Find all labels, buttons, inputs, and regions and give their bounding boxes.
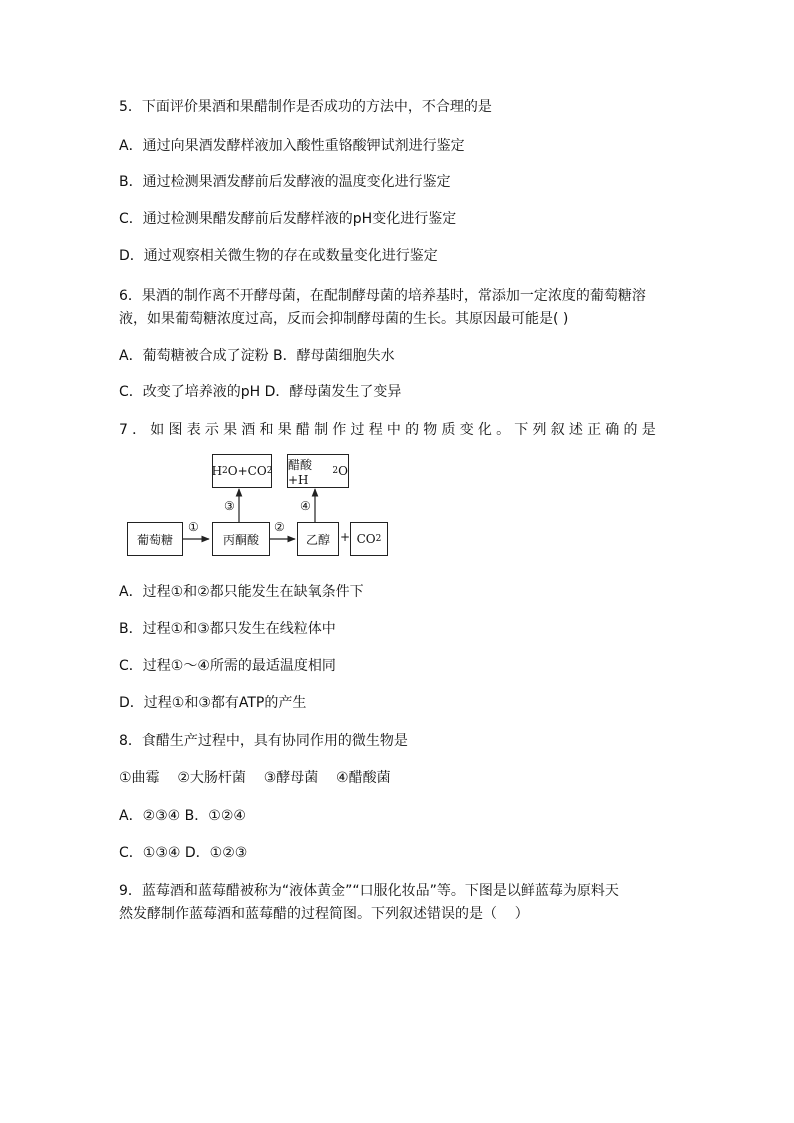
q9-stem-line1: 9．蓝莓酒和蓝莓醋被称为“液体黄金”“口服化妆品”等。下图是以鲜蓝莓为原料天 — [119, 883, 619, 899]
box-pyruvate: 丙酮酸 — [212, 522, 270, 556]
q7-option-d: D．过程①和③都有ATP的产生 — [119, 695, 307, 711]
q6-options-row1: A．葡萄糖被合成了淀粉 B．酵母菌细胞失水 — [119, 348, 395, 364]
q8-options-row2: C．①③④ D．①②③ — [119, 845, 248, 861]
box-glucose: 葡萄糖 — [127, 522, 183, 556]
q7-option-a: A．过程①和②都只能发生在缺氧条件下 — [119, 584, 364, 600]
q6-stem-line1: 6．果酒的制作离不开酵母菌，在配制酵母菌的培养基时，常添加一定浓度的葡萄糖溶 — [119, 288, 646, 304]
q5-stem: 5．下面评价果酒和果醋制作是否成功的方法中，不合理的是 — [119, 99, 492, 115]
q5-option-a: A．通过向果酒发酵样液加入酸性重铬酸钾试剂进行鉴定 — [119, 138, 465, 154]
label-step2: ② — [274, 520, 285, 534]
label-step4: ④ — [300, 499, 311, 513]
q8-stem: 8．食醋生产过程中，具有协同作用的微生物是 — [119, 733, 408, 749]
box-co2: CO 2 — [350, 522, 388, 556]
q7-option-c: C．过程①～④所需的最适温度相同 — [119, 658, 336, 674]
q5-option-d: D．通过观察相关微生物的存在或数量变化进行鉴定 — [119, 248, 438, 264]
box-acetic-acid-h2o: 醋酸+H 2 O — [287, 454, 349, 488]
q8-options-row1: A．②③④ B．①②④ — [119, 808, 246, 824]
q7-option-b: B．过程①和③都只发生在线粒体中 — [119, 621, 336, 637]
label-plus: + — [340, 530, 351, 544]
q6-stem-line2: 液，如果葡萄糖浓度过高，反而会抑制酵母菌的生长。其原因最可能是( ) — [119, 311, 569, 327]
q9-stem-line2: 然发酵制作蓝莓酒和蓝莓醋的过程简图。下列叙述错误的是（ ） — [119, 906, 529, 922]
q5-option-b: B．通过检测果酒发酵前后发酵液的温度变化进行鉴定 — [119, 174, 451, 190]
q5-option-c: C．通过检测果醋发酵前后发酵样液的pH变化进行鉴定 — [119, 211, 457, 227]
box-ethanol: 乙醇 — [297, 522, 339, 556]
label-step3: ③ — [224, 499, 235, 513]
label-step1: ① — [188, 520, 199, 534]
q6-options-row2: C．改变了培养液的pH D．酵母菌发生了变异 — [119, 384, 402, 400]
q7-stem: 7．如图表示果酒和果醋制作过程中的物质变化。下列叙述正确的是 — [119, 422, 660, 438]
q8-microbe-list: ①曲霉 ②大肠杆菌 ③酵母菌 ④醋酸菌 — [119, 770, 391, 786]
q7-process-diagram — [124, 452, 394, 564]
box-h2o-co2: H 2 O+CO 2 — [212, 454, 272, 488]
